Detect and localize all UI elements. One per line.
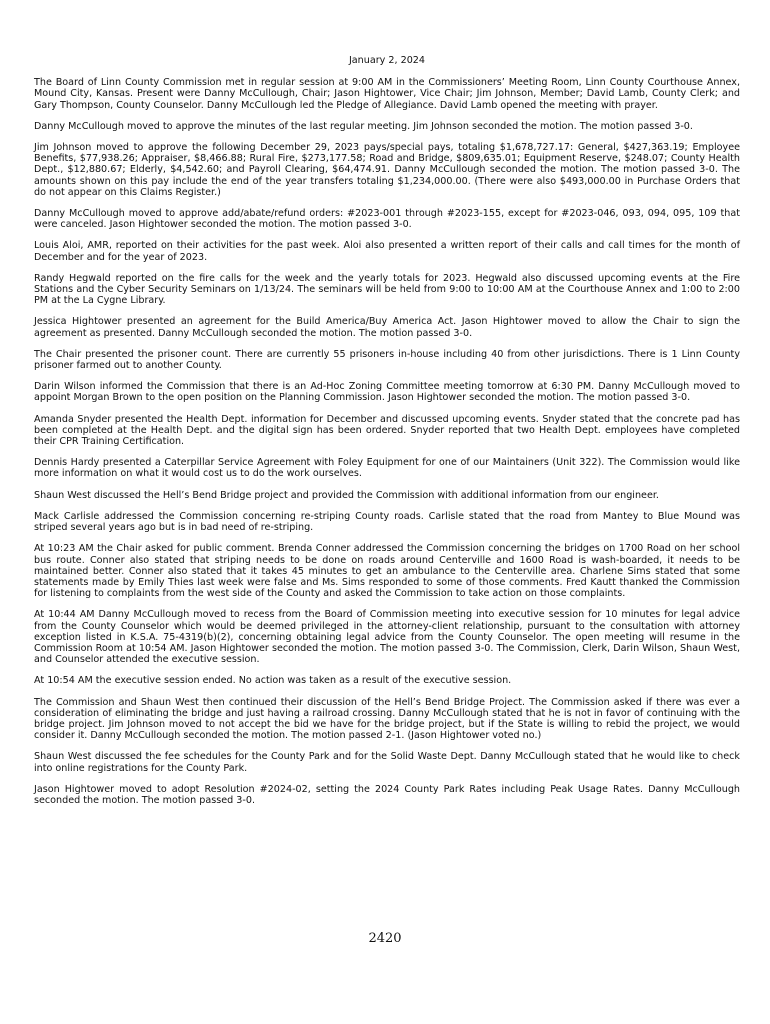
paragraph-public-comment: At 10:23 AM the Chair asked for public comment. Brenda Conner addressed the Commission concerning the bridges on 1700 Road on her school bus route. Conner also stated that striping needs to be done on roads around Centerville and 1600 Road is wash-boarded, it needs to be maintained better. Conner also stated that it takes 45 minutes to get an ambulance to the Centerville area. Charlene Sims stated that some statements made by Emily Thies last week were false and Ms. Sims responded to some of those comments. Fred Kautt thanked the Commission for listening to complaints from the west side of the County and asked the Commission to take action on those complaints. <box>34 543 740 600</box>
meeting-date: January 2, 2024 <box>348 55 426 66</box>
paragraph-amr-report: Louis Aloi, AMR, reported on their activities for the past week. Aloi also presented a written report of their calls and call times for the month of December and for the year of 2023. <box>34 240 740 263</box>
paragraph-pays-approval: Jim Johnson moved to approve the following December 29, 2023 pays/special pays, totaling $1,678,727.17: General, $427,363.19; Employee Benefits, $77,938.26; Appraiser, $8,466.88; Rural Fire, $273,177.58; Road and Bridge, $809,635.01; Equipment Reserve, $248.07; County Health Dept., $12,880.67; Elderly, $4,542.60; and Payroll Clearing, $64,474.91. Danny McCullough seconded the motion. The motion passed 3-0. The amounts shown on this pay include the end of the year transfers totaling $1,234,000.00. (There were also $493,000.00 in Purchase Orders that do not appear on this Claims Register.) <box>34 142 740 198</box>
paragraph-executive-session-start: At 10:44 AM Danny McCullough moved to recess from the Board of Commission meeting into executive session for 10 minutes for legal advice from the County Counselor which would be deemed privileged in the attorney-client relationship, pursuant to the consultation with attorney exception listed in K.S.A. 75-4319(b)(2), concerning obtaining legal advice from the County Counselor. The open meeting will resume in the Commission Room at 10:54 AM. Jason Hightower seconded the motion. The motion passed 3-0. The Commission, Clerk, Darin Wilson, Shaun West, and Counselor attended the executive session. <box>34 609 740 666</box>
paragraph-resolution: Jason Hightower moved to adopt Resolution #2024-02, setting the 2024 County Park Rates including Peak Usage Rates. Danny McCullough seconded the motion. The motion passed 3-0. <box>34 783 740 806</box>
paragraph-prisoner-count: The Chair presented the prisoner count. There are currently 55 prisoners in-house including 40 from other jurisdictions. There is 1 Linn County prisoner farmed out to another County. <box>34 348 740 372</box>
paragraph-fire-report: Randy Hegwald reported on the fire calls for the week and the yearly totals for 2023. Hegwald also discussed upcoming events at the Fire Stations and the Cyber Security Seminars on 1/13/24. The seminars will be held from 9:00 to 10:00 AM at the Courthouse Annex and 1:00 to 2:00 PM at the La Cygne Library. <box>34 272 740 307</box>
paragraph-zoning-committee: Darin Wilson informed the Commission that there is an Ad-Hoc Zoning Committee meeting tomorrow at 6:30 PM. Danny McCullough moved to appoint Morgan Brown to the open position on the Planning Commission. Jason Hightower seconded the motion. The motion passed 3-0. <box>34 381 740 404</box>
paragraph-bridge-discussion: The Commission and Shaun West then continued their discussion of the Hell’s Bend Bridge Project. The Commission asked if there was ever a consideration of eliminating the bridge and just having a railroad crossing. Danny McCullough stated that he is not in favor of continuing with the bridge project. Jim Johnson moved to not accept the bid we have for the bridge project, but if the State is willing to rebid the project, we would consider it. Danny McCullough seconded the motion. The motion passed 2-1. (Jason Hightower voted no.) <box>34 696 740 742</box>
paragraph-executive-session-end: At 10:54 AM the executive session ended. No action was taken as a result of the executive session. <box>34 675 512 687</box>
paragraph-opening: The Board of Linn County Commission met in regular session at 9:00 AM in the Commissioners’ Meeting Room, Linn County Courthouse Annex, Mound City, Kansas. Present were Danny McCullough, Chair; Jason Hightower, Vice Chair; Jim Johnson, Member; David Lamb, County Clerk; and Gary Thompson, County Counselor. Danny McCullough led the Pledge of Allegiance. David Lamb opened the meeting with prayer. <box>34 77 740 111</box>
meeting-minutes-document <box>34 55 740 816</box>
paragraph-fee-schedules: Shaun West discussed the fee schedules for the County Park and for the Solid Waste Dept. Danny McCullough stated that he would like to check into online registrations for the County Park. <box>34 751 740 774</box>
paragraph-caterpillar-agreement: Dennis Hardy presented a Caterpillar Service Agreement with Foley Equipment for one of our Maintainers (Unit 322). The Commission would like more information on what it would cost us to do the work ourselves. <box>34 457 740 480</box>
paragraph-refund-orders: Danny McCullough moved to approve add/abate/refund orders: #2023-001 through #2023-155, except for #2023-046, 093, 094, 095, 109 that were canceled. Jason Hightower seconded the motion. The motion passed 3-0. <box>34 208 740 231</box>
paragraph-build-america-agreement: Jessica Hightower presented an agreement for the Build America/Buy America Act. Jason Hightower moved to allow the Chair to sign the agreement as presented. Danny McCullough seconded the motion. The motion passed 3-0. <box>34 316 740 339</box>
paragraph-bridge-project: Shaun West discussed the Hell’s Bend Bridge project and provided the Commission with additional information from our engineer. <box>34 489 659 501</box>
paragraph-minutes-approval: Danny McCullough moved to approve the minutes of the last regular meeting. Jim Johnson seconded the motion. The motion passed 3-0. <box>34 120 693 132</box>
paragraph-road-striping: Mack Carlisle addressed the Commission concerning re-striping County roads. Carlisle stated that the road from Mantey to Blue Mound was striped several years ago but is in bad need of re-striping. <box>34 510 740 534</box>
paragraph-health-dept: Amanda Snyder presented the Health Dept. information for December and discussed upcoming events. Snyder stated that the concrete pad has been completed at the Health Dept. and the digital sign has been ordered. Snyder reported that two Health Dept. employees have completed their CPR Training Certification. <box>34 413 740 448</box>
page-number: 2420 <box>368 931 402 946</box>
